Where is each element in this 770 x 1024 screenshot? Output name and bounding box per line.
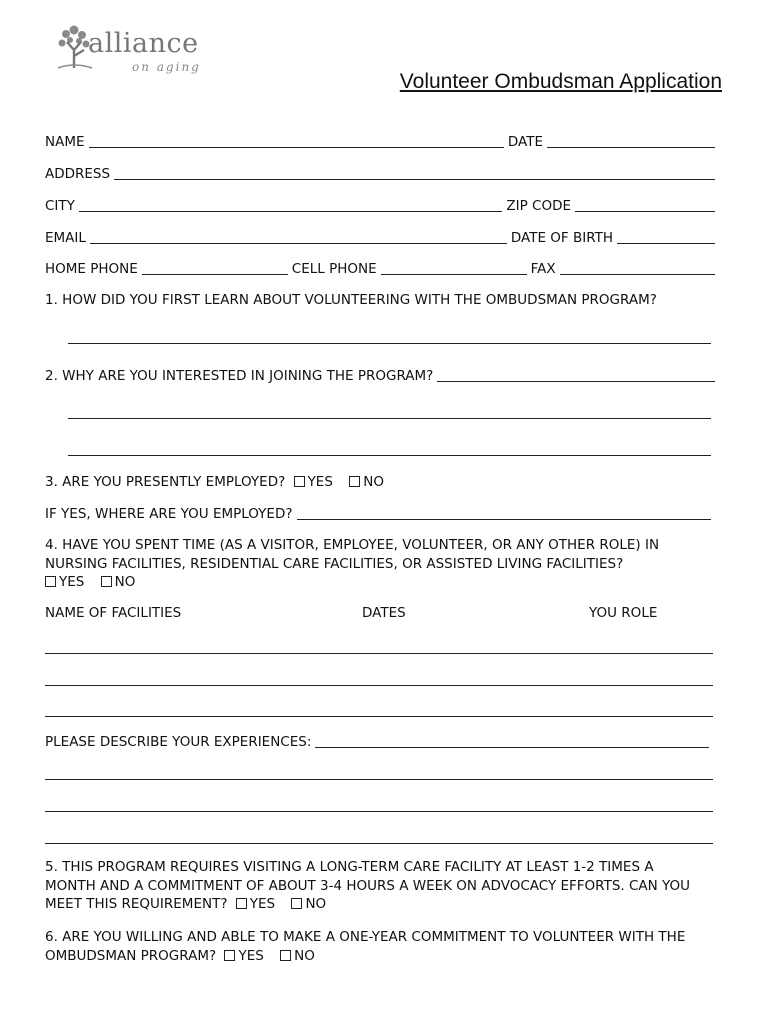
question-5-line: MEET THIS REQUIREMENT? bbox=[45, 896, 228, 912]
question-6 bbox=[45, 928, 725, 965]
yes-label: YES bbox=[249, 896, 276, 912]
no-checkbox[interactable] bbox=[101, 576, 112, 587]
dob-field[interactable] bbox=[617, 230, 715, 244]
facility-line[interactable] bbox=[45, 685, 713, 686]
name-label: NAME bbox=[45, 134, 85, 150]
answer-line[interactable] bbox=[68, 418, 711, 419]
no-checkbox[interactable] bbox=[349, 476, 360, 487]
question-6-line: 6. ARE YOU WILLING AND ABLE TO MAKE A ONE-YEAR COMMITMENT TO VOLUNTEER WITH THE bbox=[45, 929, 686, 945]
no-checkbox[interactable] bbox=[291, 898, 302, 909]
question-3: 3. ARE YOU PRESENTLY EMPLOYED? bbox=[45, 474, 286, 490]
question-4-line: 4. HAVE YOU SPENT TIME (AS A VISITOR, EMPLOYEE, VOLUNTEER, OR ANY OTHER ROLE) IN bbox=[45, 537, 660, 553]
yes-label: YES bbox=[307, 474, 333, 490]
yes-label: YES bbox=[59, 574, 85, 590]
no-label: NO bbox=[363, 474, 384, 490]
city-zip-row bbox=[45, 196, 715, 214]
no-label: NO bbox=[294, 947, 315, 964]
logo-tagline: on aging bbox=[132, 60, 201, 74]
question-1: 1. HOW DID YOU FIRST LEARN ABOUT VOLUNTEERING WITH THE OMBUDSMAN PROGRAM? bbox=[45, 292, 657, 308]
experience-line[interactable] bbox=[45, 843, 713, 844]
question-3-row bbox=[45, 473, 725, 492]
page-title: Volunteer Ombudsman Application bbox=[399, 70, 722, 93]
date-field[interactable] bbox=[547, 134, 715, 148]
no-checkbox[interactable] bbox=[280, 950, 291, 961]
zip-label: ZIP CODE bbox=[506, 198, 571, 214]
facilities-header-role: YOU ROLE bbox=[589, 605, 658, 621]
employer-row bbox=[45, 504, 711, 522]
employer-field[interactable] bbox=[297, 506, 711, 520]
question-5 bbox=[45, 858, 725, 914]
email-field[interactable] bbox=[90, 230, 507, 244]
email-label: EMAIL bbox=[45, 230, 86, 246]
facilities-header-dates: DATES bbox=[362, 605, 406, 621]
facilities-header-name: NAME OF FACILITIES bbox=[45, 605, 182, 621]
answer-line[interactable] bbox=[68, 455, 711, 456]
fax-label: FAX bbox=[530, 261, 556, 277]
name-field[interactable] bbox=[89, 134, 504, 148]
phone-row bbox=[45, 259, 715, 277]
employer-label: IF YES, WHERE ARE YOU EMPLOYED? bbox=[45, 506, 293, 522]
address-label: ADDRESS bbox=[45, 166, 111, 182]
yes-checkbox[interactable] bbox=[294, 476, 305, 487]
dob-label: DATE OF BIRTH bbox=[510, 230, 613, 246]
no-label: NO bbox=[305, 896, 327, 912]
address-row bbox=[45, 164, 715, 182]
city-field[interactable] bbox=[79, 198, 502, 212]
home-phone-label: HOME PHONE bbox=[45, 261, 138, 277]
question-4 bbox=[45, 536, 725, 592]
question-5-line: 5. THIS PROGRAM REQUIRES VISITING A LONG-TERM CARE FACILITY AT LEAST 1-2 TIMES A bbox=[45, 859, 654, 875]
yes-label: YES bbox=[238, 947, 264, 964]
zip-field[interactable] bbox=[575, 198, 715, 212]
experience-field[interactable] bbox=[315, 734, 709, 748]
question-6-line: OMBUDSMAN PROGRAM? bbox=[45, 947, 217, 964]
question-2: 2. WHY ARE YOU INTERESTED IN JOINING THE PROGRAM? bbox=[45, 368, 434, 384]
facility-line[interactable] bbox=[45, 653, 713, 654]
experience-row bbox=[45, 732, 709, 750]
question-4-line: NURSING FACILITIES, RESIDENTIAL CARE FACILITIES, OR ASSISTED LIVING FACILITIES? bbox=[45, 555, 624, 572]
yes-checkbox[interactable] bbox=[236, 898, 247, 909]
yes-checkbox[interactable] bbox=[224, 950, 235, 961]
email-dob-row bbox=[45, 228, 715, 246]
yes-checkbox[interactable] bbox=[45, 576, 56, 587]
experience-line[interactable] bbox=[45, 811, 713, 812]
address-field[interactable] bbox=[114, 166, 715, 180]
cell-phone-field[interactable] bbox=[381, 261, 527, 275]
experience-label: PLEASE DESCRIBE YOUR EXPERIENCES: bbox=[45, 734, 312, 750]
home-phone-field[interactable] bbox=[142, 261, 288, 275]
question-5-line: MONTH AND A COMMITMENT OF ABOUT 3-4 HOURS A WEEK ON ADVOCACY EFFORTS. CAN YOU bbox=[45, 877, 691, 894]
city-label: CITY bbox=[45, 198, 75, 214]
name-date-row bbox=[45, 132, 715, 150]
no-label: NO bbox=[114, 574, 136, 590]
answer-line[interactable] bbox=[437, 368, 715, 382]
cell-phone-label: CELL PHONE bbox=[291, 261, 377, 277]
facility-line[interactable] bbox=[45, 716, 713, 717]
date-label: DATE bbox=[507, 134, 543, 150]
experience-line[interactable] bbox=[45, 779, 713, 780]
logo-wordmark: alliance bbox=[88, 28, 199, 59]
answer-line[interactable] bbox=[68, 343, 711, 344]
question-2-row bbox=[45, 366, 715, 384]
fax-field[interactable] bbox=[560, 261, 715, 275]
